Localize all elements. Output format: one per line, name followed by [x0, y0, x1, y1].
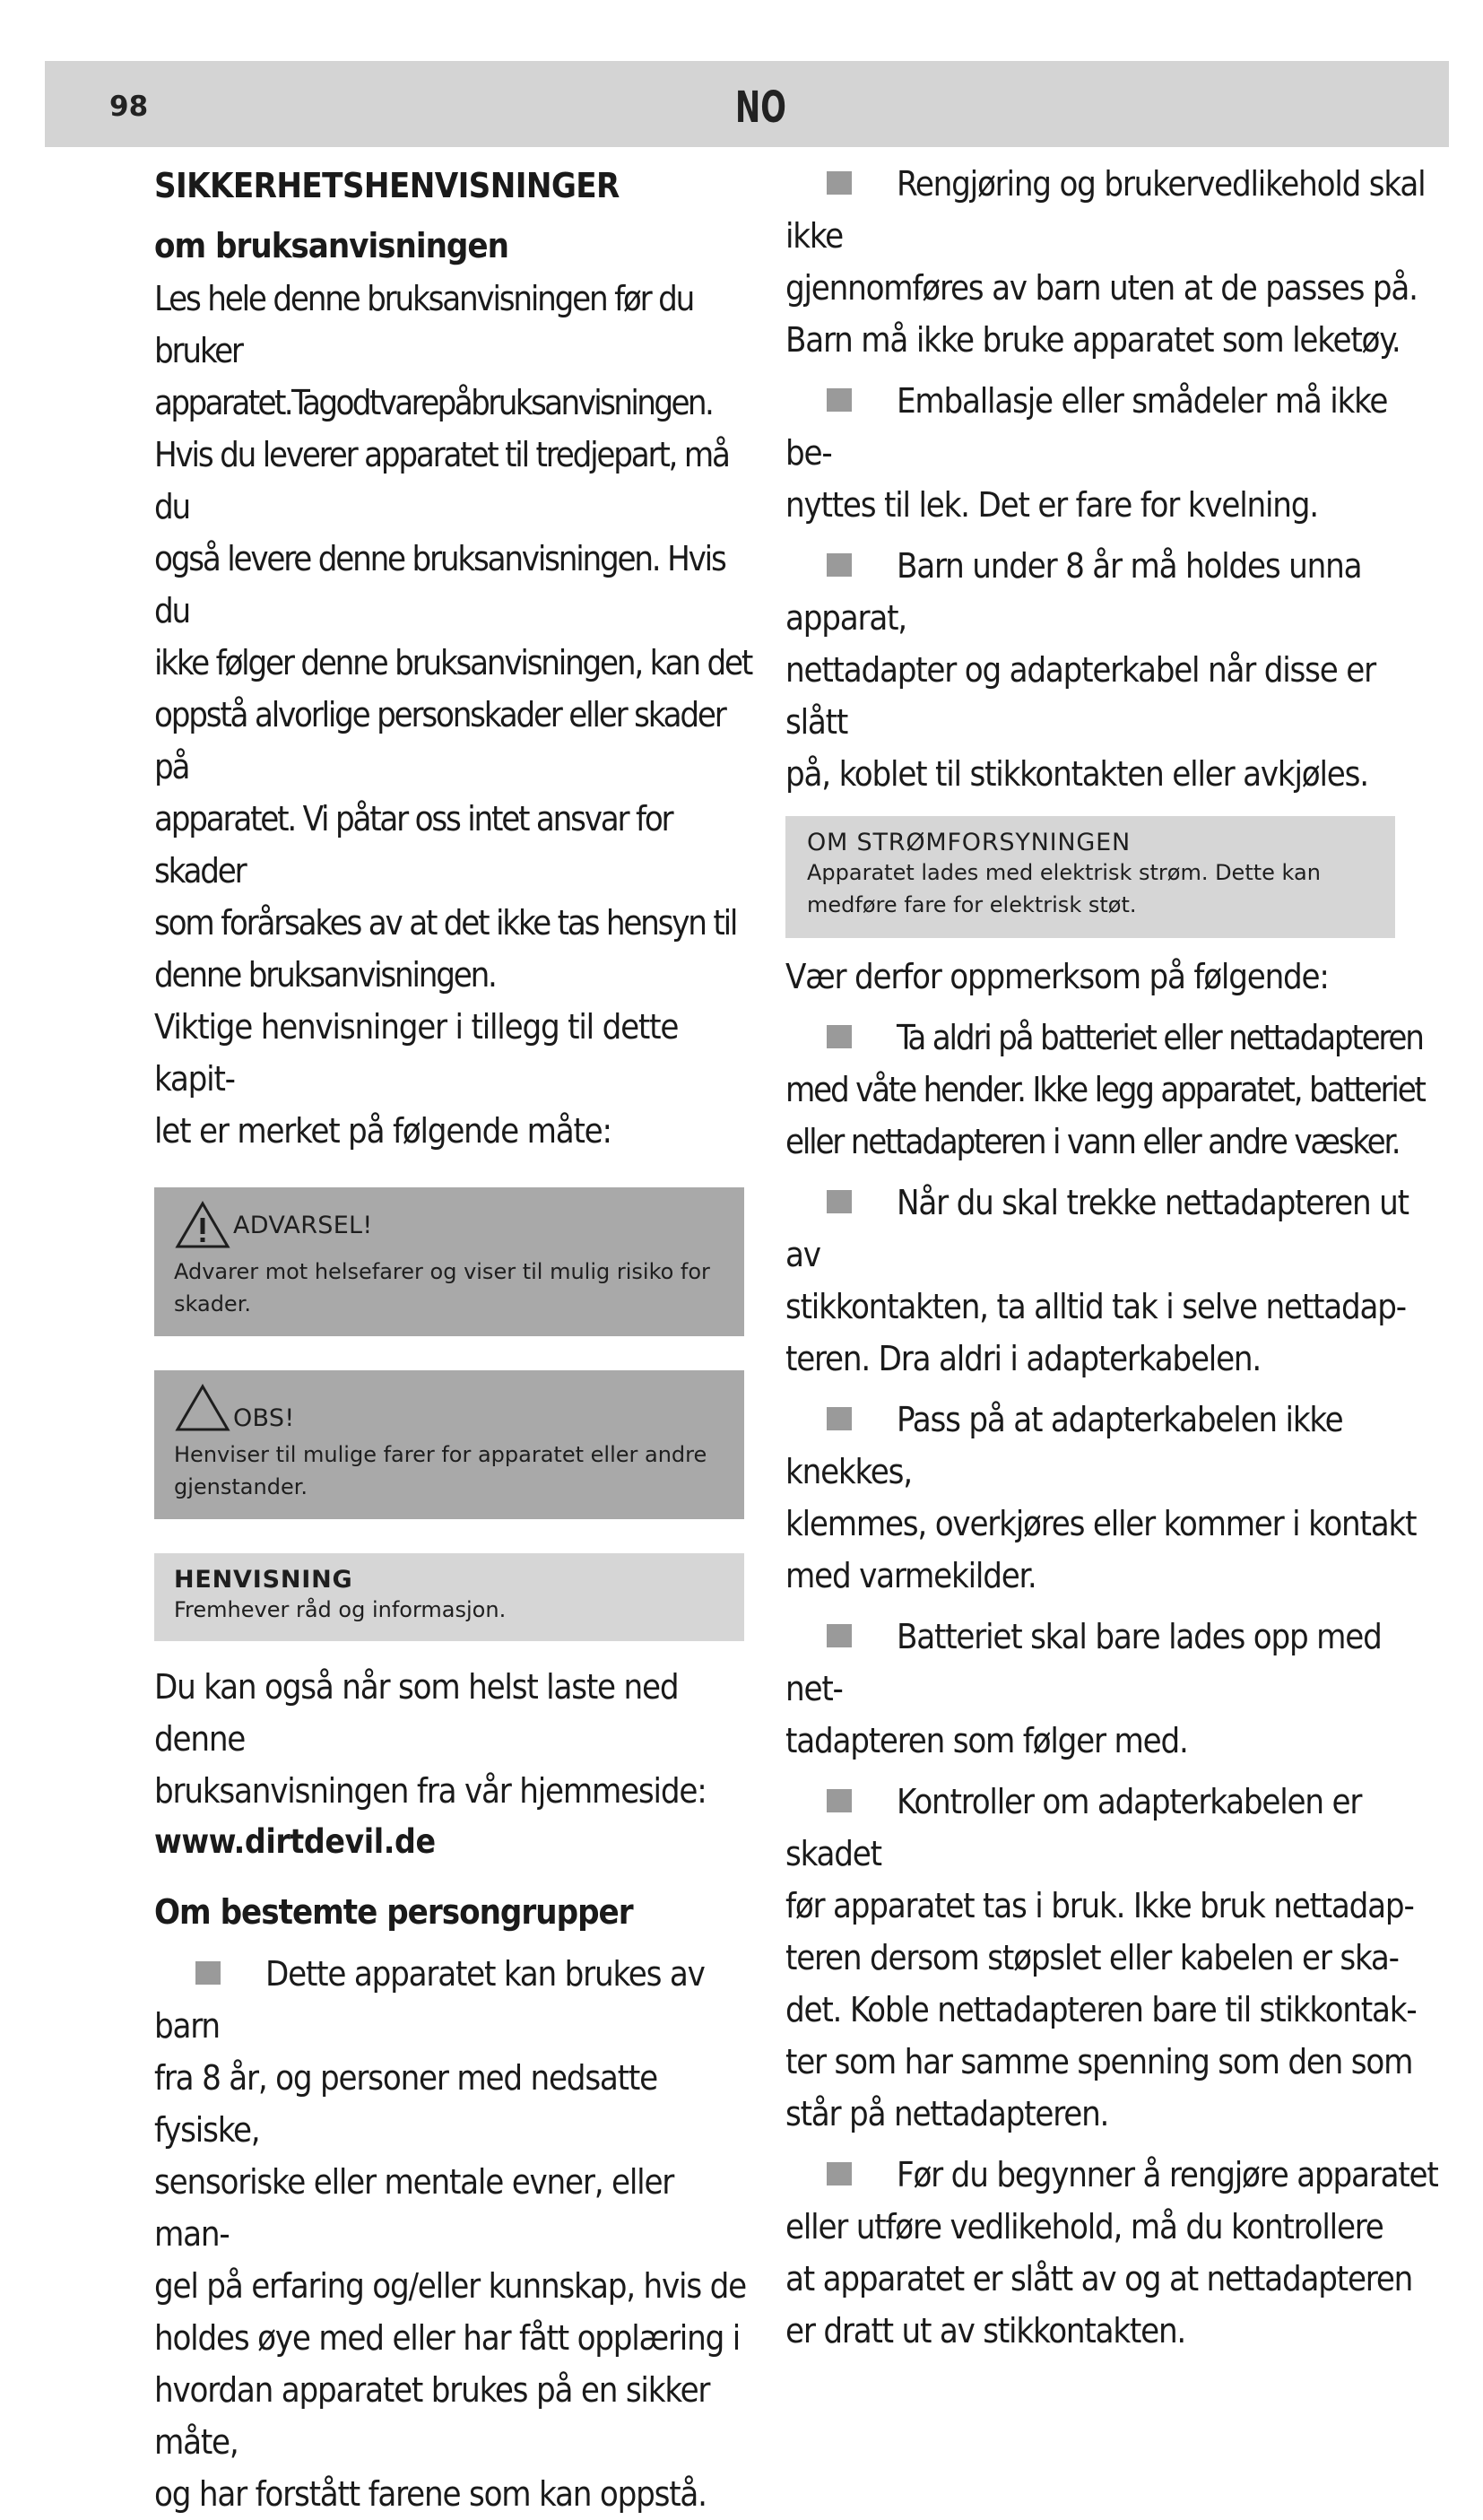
- text-line: Viktige henvisninger i tillegg til dette kapit-: [154, 1007, 679, 1099]
- text-line: apparatet. Vi påtar oss intet ansvar for skader: [154, 799, 672, 891]
- text-line: let er merket på følgende måte:: [154, 1111, 611, 1151]
- text-line: nettadapter og adapterkabel når disse er slått: [785, 650, 1375, 742]
- bullet-children-use: [154, 1948, 753, 2520]
- text-line: Du kan også når som helst laste ned denne: [154, 1667, 679, 1759]
- bullet-square-icon: [827, 2162, 852, 2185]
- bullet-square-icon: [827, 171, 852, 195]
- text-line: [785, 375, 1440, 479]
- caution-box: [154, 1370, 744, 1519]
- text-line: at apparatet er slått av og at nettadapteren: [785, 2259, 1413, 2298]
- text-line: teren dersom støpslet eller kabelen er ska-: [785, 1938, 1399, 1977]
- text-line: som forårsakes av at det ikke tas hensyn til: [154, 903, 737, 943]
- text-line: bruksanvisningen fra vår hjemmeside:: [154, 1771, 707, 1811]
- text-line: og har forstått farene som kan oppstå.: [154, 2474, 707, 2514]
- text-span: Emballasje eller smådeler må ikke be-: [785, 381, 1388, 473]
- text-line: [785, 540, 1440, 644]
- bullet-square-icon: [827, 1025, 852, 1048]
- caution-title: [174, 1383, 724, 1433]
- text-line: også levere denne bruksanvisningen. Hvis du: [154, 539, 725, 630]
- text-line: oppstå alvorlige personskader eller skader på: [154, 695, 725, 786]
- bullet-square-icon: [195, 1961, 221, 1985]
- text-line: [154, 1948, 753, 2052]
- text-line: [785, 2149, 1440, 2201]
- bullet-children-under-8: [785, 540, 1440, 800]
- text-line: teren. Dra aldri i adapterkabelen.: [785, 1339, 1262, 1378]
- text-span: Kontroller om adapterkabelen er skadet: [785, 1782, 1362, 1873]
- bullet-packaging: [785, 375, 1440, 531]
- manual-paragraph: [154, 273, 753, 1157]
- text-line: Les hele denne bruksanvisningen før du bruker: [154, 279, 694, 370]
- text-line: på, koblet til stikkontakten eller avkjøles.: [785, 754, 1368, 794]
- text-line: holdes øye med eller har fått opplæring i: [154, 2318, 741, 2358]
- text-line: [785, 158, 1440, 262]
- bullet-wet-hands: [785, 1012, 1440, 1168]
- bullet-square-icon: [827, 388, 852, 412]
- warning-title-label: ADVARSEL!: [233, 1211, 373, 1239]
- text-span: Batteriet skal bare lades opp med net-: [785, 1617, 1382, 1708]
- note-title: HENVISNING: [174, 1566, 353, 1594]
- warning-triangle-icon: [174, 1200, 231, 1250]
- heading-about-manual: om bruksanvisningen: [154, 226, 508, 265]
- text-line: med varmekilder.: [785, 1556, 1036, 1595]
- bullet-cleaning: [785, 158, 1440, 366]
- warning-box: [154, 1187, 744, 1336]
- bullet-square-icon: [827, 553, 852, 577]
- text-span: Før du begynner å rengjøre apparatet: [897, 2155, 1438, 2194]
- text-line: Barn må ikke bruke apparatet som leketøy.: [785, 320, 1401, 360]
- text-line: apparatet.Tagodtvarepåbruksanvisningen.: [154, 383, 713, 422]
- text-line: med våte hender. Ikke legg apparatet, batteriet: [785, 1070, 1425, 1109]
- text-line: sensoriske eller mentale evner, eller man-: [154, 2162, 674, 2254]
- power-supply-title: OM STRØMFORSYNINGEN: [807, 829, 1131, 856]
- bullet-square-icon: [827, 1789, 852, 1812]
- warning-title: [174, 1200, 724, 1250]
- bullet-unplug: [785, 1177, 1440, 1385]
- text-line: [785, 1177, 1440, 1281]
- caution-text: Henviser til mulige farer for apparatet eller andre gjenstander.: [174, 1442, 707, 1499]
- power-supply-box: [785, 816, 1395, 938]
- text-line: er dratt ut av stikkontakten.: [785, 2311, 1186, 2351]
- page-number: 98: [109, 91, 149, 123]
- right-column: [785, 158, 1440, 2357]
- heading-person-groups: Om bestemte persongrupper: [154, 1892, 633, 1932]
- text-line: stikkontakten, ta alltid tak i selve nettadap-: [785, 1287, 1406, 1326]
- language-code: NO: [735, 83, 786, 133]
- text-span: Dette apparatet kan brukes av barn: [154, 1954, 705, 2046]
- left-column: [154, 143, 753, 2520]
- text-line: [785, 1012, 1440, 1064]
- note-box: [154, 1553, 744, 1641]
- text-line: står på nettadapteren.: [785, 2094, 1109, 2133]
- text-span: Ta aldri på batteriet eller nettadapteren: [897, 1018, 1423, 1057]
- warning-text: Advarer mot helsefarer og viser til mulig risiko for skader.: [174, 1259, 710, 1316]
- power-supply-text: Apparatet lades med elektrisk strøm. Dette kan medføre fare for elektrisk støt.: [807, 860, 1321, 917]
- caution-title-label: OBS!: [233, 1403, 295, 1432]
- text-line: [785, 1394, 1440, 1498]
- download-paragraph: [154, 1661, 753, 1817]
- bullet-square-icon: [827, 1407, 852, 1430]
- text-line: eller nettadapteren i vann eller andre væsker.: [785, 1122, 1400, 1161]
- text-line: tadapteren som følger med.: [785, 1721, 1188, 1760]
- text-line: det. Koble nettadapteren bare til stikkontak-: [785, 1990, 1417, 2029]
- text-line: [785, 1611, 1440, 1715]
- note-text: Fremhever råd og informasjon.: [174, 1597, 507, 1622]
- text-line: før apparatet tas i bruk. Ikke bruk nettadap-: [785, 1886, 1414, 1925]
- bullet-before-cleaning: [785, 2149, 1440, 2357]
- text-span: Pass på at adapterkabelen ikke knekkes,: [785, 1400, 1343, 1491]
- text-line: eller utføre vedlikehold, må du kontrollere: [785, 2207, 1383, 2246]
- text-line: hvordan apparatet brukes på en sikker måte,: [154, 2370, 710, 2462]
- bullet-check-cable: [785, 1776, 1440, 2140]
- text-line: fra 8 år, og personer med nedsatte fysiske,: [154, 2058, 657, 2150]
- section-title: SIKKERHETSHENVISNINGER: [154, 166, 620, 205]
- text-span: Rengjøring og brukervedlikehold skal ikke: [785, 164, 1426, 256]
- text-line: [785, 1776, 1440, 1880]
- bullet-charging: [785, 1611, 1440, 1767]
- bullet-cable-damage: [785, 1394, 1440, 1602]
- text-line: klemmes, overkjøres eller kommer i kontakt: [785, 1504, 1417, 1543]
- text-line: nyttes til lek. Det er fare for kvelning.: [785, 485, 1318, 525]
- caution-triangle-icon: [174, 1383, 231, 1433]
- text-line: gjennomføres av barn uten at de passes på.: [785, 268, 1418, 308]
- text-span: Når du skal trekke nettadapteren ut av: [785, 1183, 1409, 1274]
- text-span: Barn under 8 år må holdes unna apparat,: [785, 546, 1362, 638]
- website-url: www.dirtdevil.de: [154, 1822, 436, 1861]
- text-line: Hvis du leverer apparatet til tredjepart, må du: [154, 435, 729, 526]
- text-line: ikke følger denne bruksanvisningen, kan det: [154, 643, 752, 682]
- text-line: denne bruksanvisningen.: [154, 955, 496, 995]
- bullet-square-icon: [827, 1624, 852, 1647]
- text-line: ter som har samme spenning som den som: [785, 2042, 1413, 2081]
- intro-line: Vær derfor oppmerksom på følgende:: [785, 957, 1329, 996]
- bullet-square-icon: [827, 1190, 852, 1213]
- text-line: gel på erfaring og/eller kunnskap, hvis de: [154, 2266, 746, 2306]
